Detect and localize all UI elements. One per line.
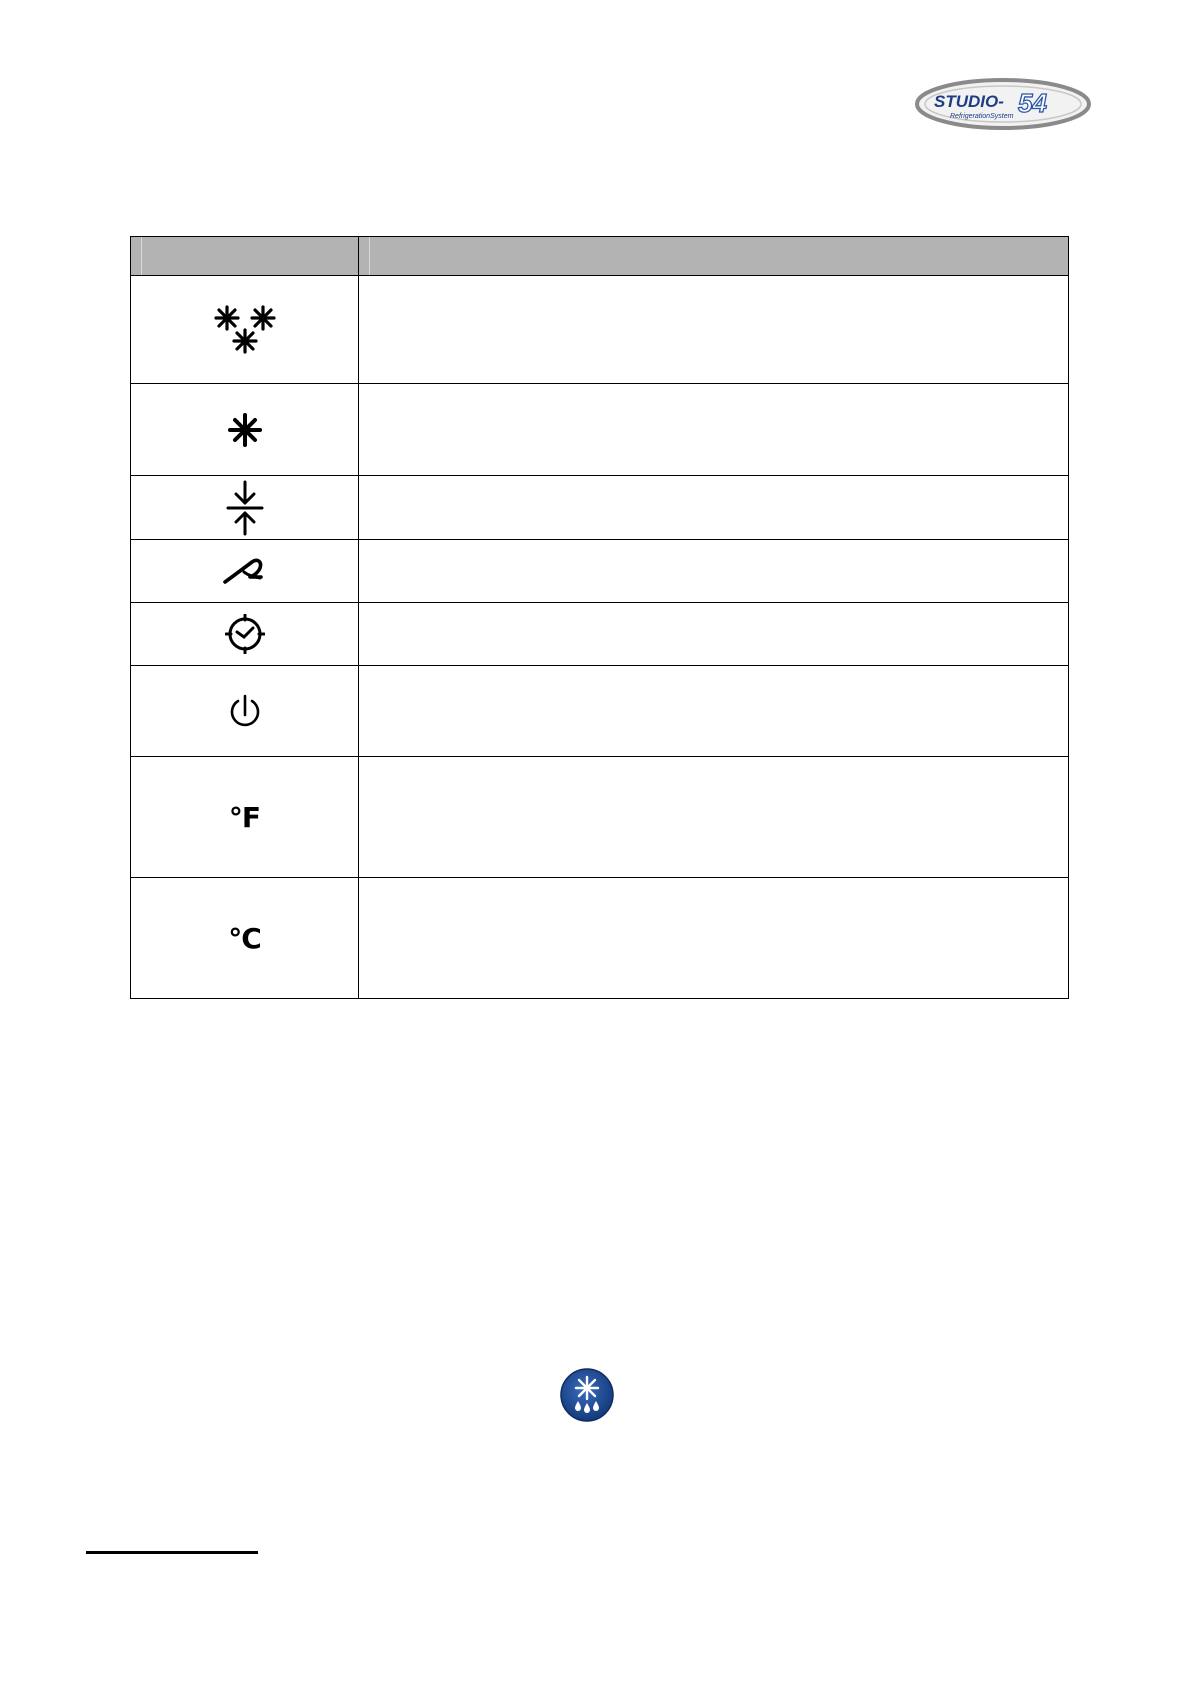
svg-text:STUDIO-: STUDIO- — [934, 92, 1004, 111]
symbol-cell — [131, 276, 359, 384]
defrost-icon — [559, 1367, 615, 1423]
compressor-arrows-icon — [225, 479, 265, 537]
table-header-row — [131, 237, 1069, 276]
symbol-cell — [131, 384, 359, 476]
svg-text:54: 54 — [1018, 88, 1047, 118]
description-cell — [359, 666, 1069, 757]
description-cell — [359, 540, 1069, 603]
celsius-icon: °C — [228, 921, 261, 955]
header-description — [359, 237, 1069, 276]
description-cell — [359, 276, 1069, 384]
symbol-cell — [131, 540, 359, 603]
symbol-cell — [131, 878, 359, 999]
snowflake-icon — [227, 412, 263, 448]
symbol-table — [130, 236, 1069, 999]
description-cell — [359, 757, 1069, 878]
table-row — [131, 757, 1069, 878]
description-cell — [359, 476, 1069, 540]
fan-blade-icon — [222, 556, 268, 586]
studio-54-logo — [914, 76, 1092, 132]
power-icon — [228, 693, 262, 729]
table-row — [131, 666, 1069, 757]
symbol-cell — [131, 757, 359, 878]
table-row — [131, 476, 1069, 540]
description-cell — [359, 384, 1069, 476]
footnote-separator — [86, 1551, 258, 1554]
symbol-cell — [131, 476, 359, 540]
svg-text:RefrigerationSystem: RefrigerationSystem — [950, 113, 1014, 120]
table-row — [131, 878, 1069, 999]
fahrenheit-icon: °F — [228, 800, 261, 834]
description-cell — [359, 603, 1069, 666]
table-row — [131, 384, 1069, 476]
table-row — [131, 540, 1069, 603]
symbol-cell — [131, 603, 359, 666]
double-snowflake-icon — [212, 305, 278, 355]
table-row — [131, 276, 1069, 384]
table-row — [131, 603, 1069, 666]
symbol-cell — [131, 666, 359, 757]
header-symbol — [131, 237, 359, 276]
description-cell — [359, 878, 1069, 999]
clock-icon — [225, 614, 265, 654]
